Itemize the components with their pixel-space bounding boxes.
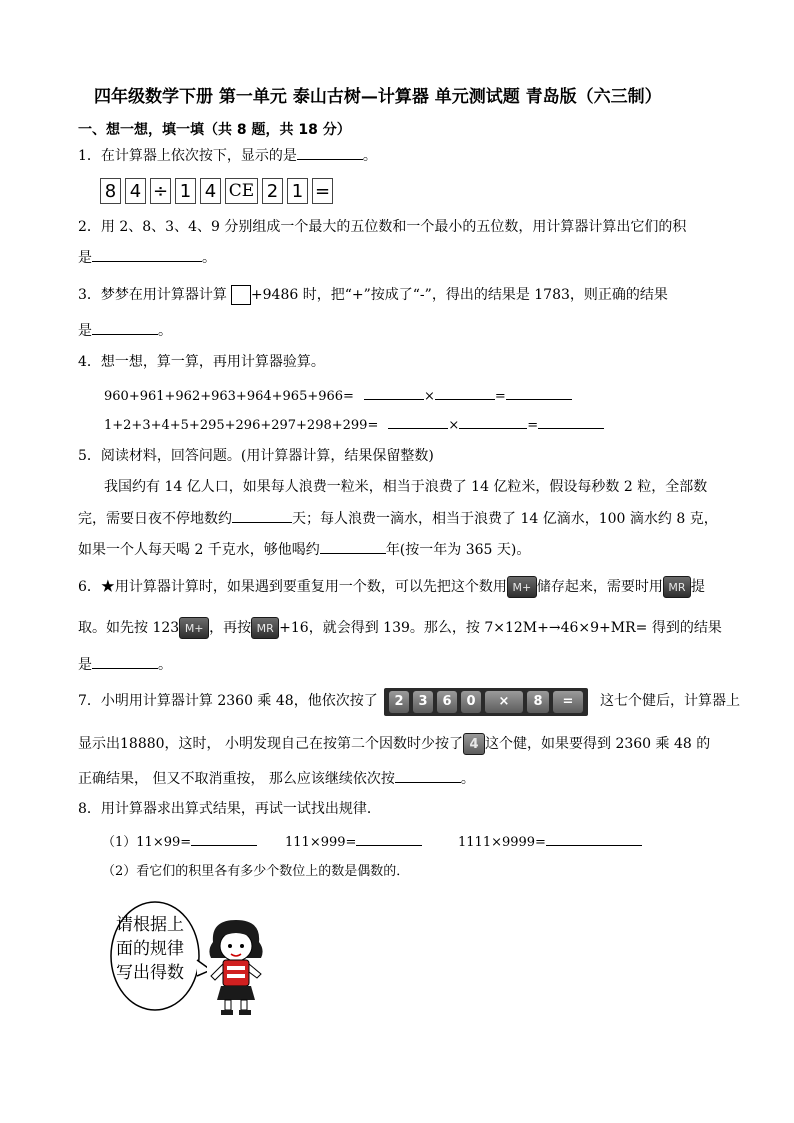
q7-key-2: 2 bbox=[389, 691, 409, 713]
q3-prefix: 是 bbox=[78, 323, 92, 339]
mr-key-2: MR bbox=[251, 617, 279, 639]
q2-answer-blank[interactable] bbox=[92, 247, 202, 262]
q4-row2-eq: = bbox=[527, 418, 539, 433]
question-2-line2 bbox=[78, 247, 216, 268]
q6-text-f: +16，就会得到 139。那么，按 7×12M+→46×9+MR= 得到的结果 bbox=[279, 620, 722, 636]
q6-text-a: 6．★用计算器计算时，如果遇到要重复用一个数，可以先把这个数用 bbox=[78, 579, 507, 595]
q5-para-2 bbox=[78, 508, 718, 529]
q4-row1-blank3[interactable] bbox=[506, 385, 572, 400]
q8-sub2 bbox=[285, 831, 422, 853]
key-4b: 4 bbox=[200, 178, 221, 204]
q1-key-sequence bbox=[100, 178, 337, 204]
q8-sub3 bbox=[458, 831, 642, 853]
mplus-key: M+ bbox=[507, 576, 537, 598]
q7-answer-blank[interactable] bbox=[395, 768, 461, 783]
key-4: 4 bbox=[125, 178, 146, 204]
q8-expr-2: 111×999= bbox=[285, 835, 357, 850]
q8-expr-1: （1）11×99= bbox=[102, 835, 192, 850]
q5-p3-b: 年(按一年为 365 天)。 bbox=[385, 542, 531, 558]
q6-answer-blank[interactable] bbox=[92, 654, 158, 669]
question-6-line3 bbox=[78, 654, 172, 675]
q4-row2 bbox=[104, 414, 604, 436]
q5-p2-a: 完，需要日夜不停地数约 bbox=[78, 511, 232, 527]
q1-text: 1．在计算器上依次按下，显示的是 bbox=[78, 148, 297, 164]
q7-key-0: 0 bbox=[461, 691, 481, 713]
q8-sub1 bbox=[102, 831, 257, 853]
q7-key-6: 6 bbox=[437, 691, 457, 713]
q5-p3-a: 如果一个人每天喝 2 千克水，够他喝约 bbox=[78, 542, 320, 558]
key-2: 2 bbox=[262, 178, 283, 204]
q8-expr-3: 1111×9999= bbox=[458, 835, 546, 850]
q7-key-strip bbox=[384, 688, 588, 716]
q1-answer-blank[interactable] bbox=[297, 145, 363, 160]
q5-para-3 bbox=[78, 539, 530, 560]
q4-row1-expr: 960+961+962+963+964+965+966= bbox=[104, 389, 354, 404]
question-6-line1 bbox=[78, 576, 705, 598]
q7-key-8: 8 bbox=[527, 691, 549, 713]
question-3-line1 bbox=[78, 285, 668, 305]
question-7-line1a: 7．小明用计算器计算 2360 乘 48，他依次按了 bbox=[78, 693, 378, 709]
q6-text-d: 取。如先按 123 bbox=[78, 620, 180, 636]
key-equals: = bbox=[312, 178, 333, 204]
q2-prefix: 是 bbox=[78, 250, 92, 266]
question-2-line1: 2．用 2、8、3、4、9 分别组成一个最大的五位数和一个最小的五位数，用计算器计算出它们的积 bbox=[78, 219, 687, 235]
q7-text-b: 这个健，如果要得到 2360 乘 48 的 bbox=[485, 736, 711, 752]
page-title: 四年级数学下册 第一单元 泰山古树—计算器 单元测试题 青岛版（六三制） bbox=[94, 87, 662, 107]
question-7-line3 bbox=[78, 768, 475, 789]
q4-row1-times: × bbox=[423, 389, 435, 404]
question-8: 8．用计算器求出算式结果，再试一试找出规律． bbox=[78, 801, 381, 817]
q5-para-1: 我国约有 14 亿人口，如果每人浪费一粒米，相当于浪费了 14 亿粒米，假设每秒数 2 粒，全部数 bbox=[104, 479, 708, 495]
key-ce: CE bbox=[225, 178, 258, 204]
q4-row1-blank2[interactable] bbox=[435, 385, 495, 400]
key-1: 1 bbox=[175, 178, 196, 204]
q3-text-b: +9486 时，把“+”按成了“-”，得出的结果是 1783，则正确的结果 bbox=[250, 287, 668, 303]
q7-text-c: 正确结果， 但又不取消重按， 那么应该继续依次按 bbox=[78, 771, 395, 787]
bubble-line-2: 面的规律 bbox=[116, 939, 184, 959]
key-8: 8 bbox=[100, 178, 121, 204]
q4-row2-blank1[interactable] bbox=[388, 414, 448, 429]
q3-suffix: 。 bbox=[158, 323, 172, 339]
question-5: 5．阅读材料，回答问题。(用计算器计算，结果保留整数) bbox=[78, 448, 434, 464]
question-1 bbox=[78, 145, 377, 166]
q5-days-blank[interactable] bbox=[232, 508, 292, 523]
q1-tail: 。 bbox=[362, 148, 377, 164]
q7-missing-key-4: 4 bbox=[463, 733, 485, 755]
q7-key-3: 3 bbox=[413, 691, 433, 713]
key-1b: 1 bbox=[287, 178, 308, 204]
q4-row2-blank3[interactable] bbox=[538, 414, 604, 429]
q7-key-times: × bbox=[485, 691, 523, 713]
q3-unknown-box bbox=[231, 285, 251, 305]
q7-text-a: 显示出18880，这时， 小明发现自己在按第二个因数时少按了 bbox=[78, 736, 463, 752]
q8-blank-3[interactable] bbox=[546, 831, 642, 846]
question-7-line1b: 这七个健后，计算器上 bbox=[600, 693, 740, 709]
q8-blank-2[interactable] bbox=[356, 831, 422, 846]
q4-row1-eq: = bbox=[494, 389, 506, 404]
bubble-line-1: 请根据上 bbox=[116, 915, 184, 935]
q6-text-e: ，再按 bbox=[209, 620, 252, 636]
q4-row1-blank1[interactable] bbox=[364, 385, 424, 400]
q5-p2-b: 天；每人浪费一滴水，相当于浪费了 14 亿滴水，100 滴水约 8 克， bbox=[292, 511, 718, 527]
q8-sub4: （2）看它们的积里各有多少个数位上的数是偶数的． bbox=[102, 864, 410, 879]
q6-suffix: 。 bbox=[158, 657, 172, 673]
question-4: 4．想一想，算一算，再用计算器验算。 bbox=[78, 354, 325, 370]
q8-blank-1[interactable] bbox=[191, 831, 257, 846]
section-heading: 一、想一想，填一填（共 8 题，共 18 分） bbox=[78, 122, 351, 138]
key-divide: ÷ bbox=[150, 178, 171, 204]
bubble-line-3: 写出得数 bbox=[116, 963, 184, 983]
q2-suffix: 。 bbox=[202, 250, 216, 266]
question-7-line2 bbox=[78, 733, 710, 755]
q4-row2-times: × bbox=[448, 418, 460, 433]
question-6-line2 bbox=[78, 617, 722, 639]
q4-row2-expr: 1+2+3+4+5+295+296+297+298+299= bbox=[104, 418, 379, 433]
q5-years-blank[interactable] bbox=[320, 539, 386, 554]
question-3-line2 bbox=[78, 320, 172, 341]
q6-text-b: 储存起来，需要时用 bbox=[536, 579, 663, 595]
q3-answer-blank[interactable] bbox=[92, 320, 158, 335]
q7-key-equals: = bbox=[553, 691, 583, 713]
girl-illustration bbox=[205, 916, 267, 1016]
q3-text-a: 3．梦梦在用计算器计算 bbox=[78, 287, 227, 303]
mplus-key-2: M+ bbox=[179, 617, 209, 639]
q4-row1 bbox=[104, 385, 572, 407]
q4-row2-blank2[interactable] bbox=[459, 414, 527, 429]
mr-key: MR bbox=[663, 576, 691, 598]
q6-text-c: 提 bbox=[690, 579, 705, 595]
q6-prefix: 是 bbox=[78, 657, 92, 673]
q7-suffix: 。 bbox=[460, 771, 475, 787]
